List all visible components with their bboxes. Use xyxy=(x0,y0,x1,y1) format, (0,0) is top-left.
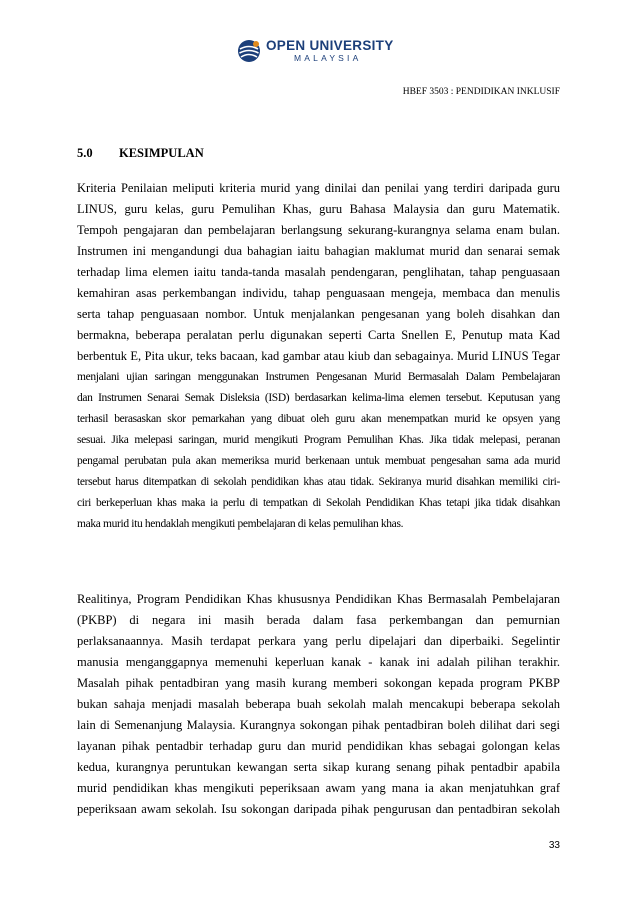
section-number: 5.0 xyxy=(77,146,93,160)
paragraph-line: layanan pihak pentadbir terhadap guru dan murid pendidikan khas sebagai golongan kelas xyxy=(77,739,560,753)
paragraph-line: Realitinya, Program Pendidikan Khas khususnya Pendidikan Khas Bermasalah Pembelajaran xyxy=(77,592,560,606)
paragraph-line: pengamal perubatan pula akan memeriksa murid berkenaan untuk membuat pengesahan sama ada murid xyxy=(77,455,560,467)
paragraph-line: sesuai. Jika melepasi saringan, murid mengikuti Program Pemulihan Khas. Jika tidak melepasi, peranan xyxy=(77,434,560,446)
paragraph-line: berbentuk E, Pita ukur, teks bacaan, kad gambar atau kiub dan sebagainya. Murid LINUS Tegar xyxy=(77,349,560,363)
paragraph-line: Tempoh pengajaran dan pembelajaran berlangsung sekurang-kurangnya selama enam bulan. xyxy=(77,223,560,237)
paragraph-line: Masalah pihak pentadbiran yang masih kurang memberi sokongan kepada program PKBP xyxy=(77,676,560,690)
paragraph-line: (PKBP) di negara ini masih berada dalam fasa perkembangan dan pemurnian xyxy=(77,613,560,627)
paragraph-line: terhasil berasaskan skor pemarkahan yang dibuat oleh guru akan menempatkan murid ke opsyen yang xyxy=(77,413,560,425)
paragraph-line: bukan sahaja menjadi masalah beberapa buah sekolah malah mencakupi beberapa sekolah xyxy=(77,697,560,711)
paragraph-2 xyxy=(77,589,560,820)
paragraph-1 xyxy=(77,178,560,535)
paragraph-line: serta tahap penguasaan nombor. Untuk menjalankan pengesanan yang boleh disahkan dan xyxy=(77,307,560,321)
page-number: 33 xyxy=(548,840,560,851)
paragraph-line: LINUS, guru kelas, guru Pemulihan Khas, guru Bahasa Malaysia dan guru Matematik. xyxy=(77,202,560,216)
paragraph-line: bermakna, beberapa peralatan perlu digunakan seperti Carta Snellen E, Penutup mata Kad xyxy=(77,328,560,342)
paragraph-line: Kriteria Penilaian meliputi kriteria murid yang dinilai dan penilai yang terdiri daripada guru xyxy=(77,181,560,195)
paragraph-line: murid pendidikan khas mengikuti peperiksaan awam yang mana ia akan menjatuhkan graf xyxy=(77,781,560,795)
paragraph-line: perlaksanaannya. Masih terdapat perkara yang perlu dipelajari dan diperbaiki. Segelintir xyxy=(77,634,560,648)
university-logo xyxy=(236,38,406,66)
logo-text-line2: MALAYSIA xyxy=(294,53,362,63)
paragraph-line: kedua, kurangnya peruntukan kewangan serta sikap kurang senang pihak pentadbir apabila xyxy=(77,760,560,774)
paragraph-line: terhadap lima elemen iaitu tanda-tanda masalah pendengaran, penglihatan, tahap penguasaan xyxy=(77,265,560,279)
paragraph-line: ciri berkeperluan khas maka ia perlu di tempatkan di Sekolah Pendidikan Khas tetapi jika tidak disahkan xyxy=(77,497,560,509)
paragraph-line: manusia menganggapnya memenuhi keperluan kanak - kanak ini adalah pilihan terakhir. xyxy=(77,655,560,669)
section-heading xyxy=(77,146,204,161)
paragraph-line: dan Instrumen Senarai Semak Disleksia (ISD) berdasarkan kelima-lima elemen tersebut. Keputusan yang xyxy=(77,392,560,404)
paragraph-line: maka murid itu hendaklah mengikuti pembelajaran di kelas pemulihan khas. xyxy=(77,518,404,530)
running-header: HBEF 3503 : PENDIDIKAN INKLUSIF xyxy=(402,87,560,97)
paragraph-line: kemahiran asas perkembangan individu, tahap penguasaan mengeja, membaca dan menulis xyxy=(77,286,560,300)
paragraph-line: peperiksaan awam sekolah. Isu sokongan daripada pihak pengurusan dan pentadbiran sekolah xyxy=(77,802,560,816)
oum-globe-icon xyxy=(236,38,262,64)
paragraph-line: tersebut harus ditempatkan di sekolah pendidikan khas atau tidak. Sekiranya murid disahkan memiliki ciri- xyxy=(77,476,560,488)
logo-text-line1: OPEN UNIVERSITY xyxy=(266,38,394,53)
paragraph-line: menjalani ujian saringan menggunakan Instrumen Pengesanan Murid Bermasalah Dalam Pembelajaran xyxy=(77,371,560,383)
paragraph-line: lain di Semenanjung Malaysia. Kurangnya sokongan pihak pentadbiran boleh dilihat dari segi xyxy=(77,718,560,732)
section-title: KESIMPULAN xyxy=(119,146,204,160)
paragraph-line: Instrumen ini mengandungi dua bahagian iaitu bahagian maklumat murid dan senarai semak xyxy=(77,244,560,258)
